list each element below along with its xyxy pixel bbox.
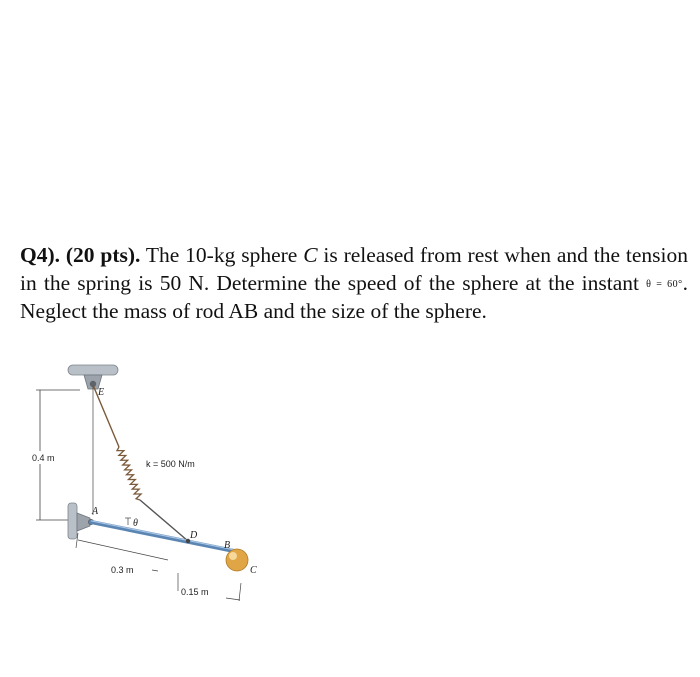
dim-height-label: 0.4 m [32, 453, 55, 463]
theta-marker [125, 518, 131, 525]
sphere-c [226, 549, 248, 571]
label-d: D [190, 530, 198, 541]
question-text-part2: is released from rest when and the tension in the spring is 50 N. Determine the speed of the sphere at the instant [20, 243, 689, 295]
question-text-part1: The 10-kg sphere [140, 243, 304, 267]
dim-ad-label: 0.3 m [111, 565, 134, 575]
label-b: B [224, 540, 231, 551]
spring-constant-label: k = 500 N/m [146, 459, 195, 469]
dim-ad-tail [152, 570, 158, 571]
label-theta: θ [133, 518, 138, 529]
mechanism-figure [28, 355, 278, 615]
label-c: C [250, 565, 257, 576]
mechanism-diagram [28, 355, 278, 615]
dim-db-label: 0.15 m [181, 587, 209, 597]
rod-ab [91, 521, 234, 551]
sphere-symbol: C [303, 243, 318, 267]
dim-ad [76, 533, 168, 560]
label-e: E [98, 387, 105, 398]
question-label: Q4). (20 pts). [20, 243, 141, 267]
question-text-part3: . Neglect the mass of rod AB and the size of the sphere. [20, 270, 688, 323]
question-text [20, 242, 688, 326]
label-a: A [92, 506, 99, 517]
angle-expression: θ = 60° [646, 278, 683, 290]
